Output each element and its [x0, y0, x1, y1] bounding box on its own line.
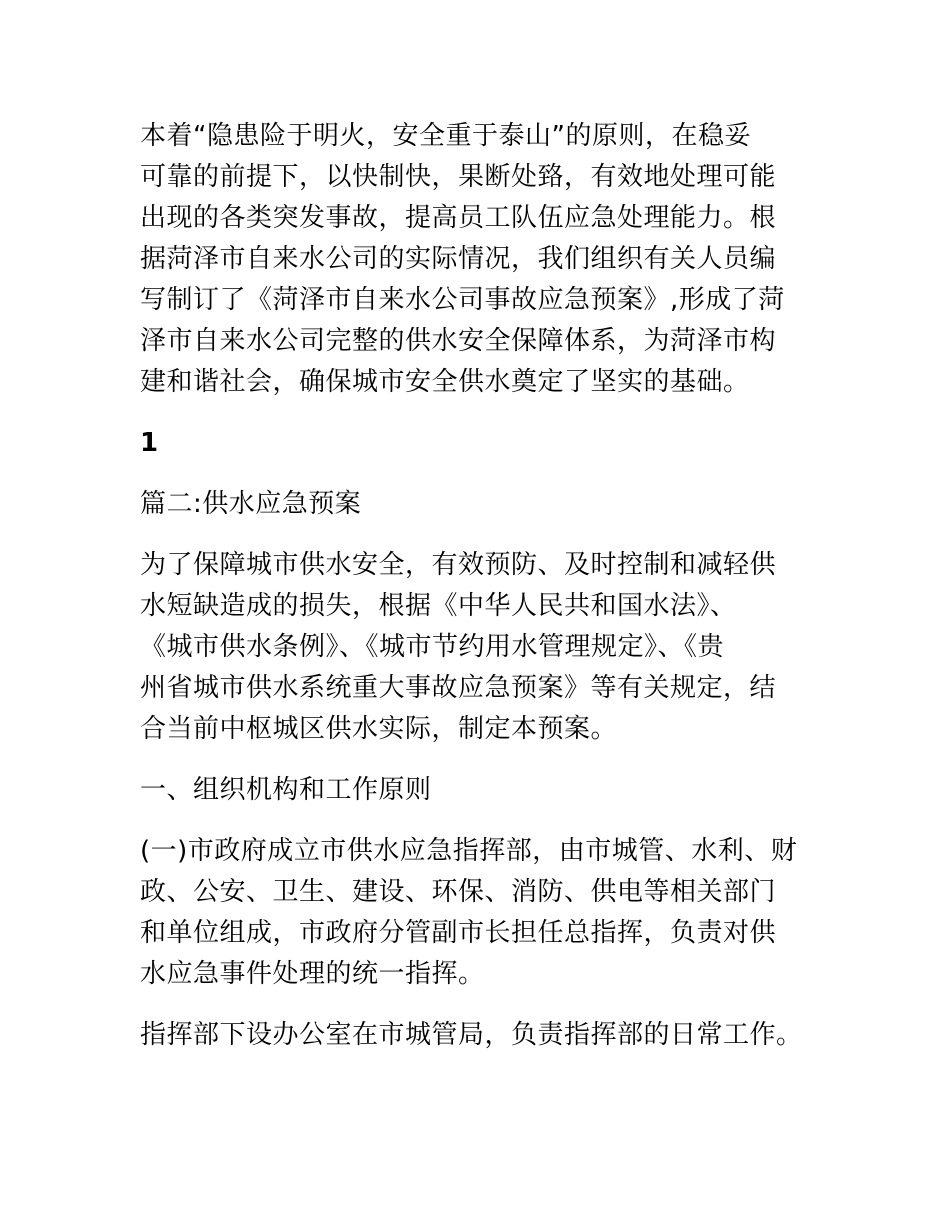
- section-title: 篇二:供水应急预案: [140, 489, 362, 519]
- heading-block: [140, 770, 820, 811]
- text-line: 本着“隐患险于明火，安全重于泰山”的原则，在稳妥: [140, 121, 751, 151]
- text-line: 据菏泽市自来水公司的实际情况，我们组织有关人员编: [140, 244, 777, 274]
- text-line: 和单位组成，市政府分管副市长担任总指挥，负责对供: [140, 918, 777, 948]
- office-paragraph: [140, 1015, 820, 1056]
- text-line: 泽市自来水公司完整的供水安全保障体系，为菏泽市构: [140, 326, 777, 356]
- text-line: 为了保障城市供水安全，有效预防、及时控制和减轻供: [140, 550, 777, 580]
- section-title-block: [140, 484, 820, 525]
- text-line: 可靠的前提下，以快制快，果断处臵，有效地处理可能: [140, 162, 777, 192]
- text-line: 水应急事件处理的统一指挥。: [140, 959, 485, 989]
- purpose-paragraph: [140, 545, 820, 750]
- text-line: 写制订了《菏泽市自来水公司事故应急预案》,形成了菏: [140, 285, 785, 315]
- text-line: 州省城市供水系统重大事故应急预案》等有关规定，结: [140, 673, 777, 703]
- organization-paragraph: [140, 831, 820, 995]
- text-line: (一)市政府成立市供水应急指挥部，由市城管、水利、财: [140, 836, 798, 866]
- text-line: 水短缺造成的损失，根据《中华人民共和国水法》、: [140, 591, 737, 621]
- text-line: 政、公安、卫生、建设、环保、消防、供电等相关部门: [140, 877, 777, 907]
- text-line: 建和谐社会，确保城市安全供水奠定了坚实的基础。: [140, 367, 750, 397]
- text-line: 《城市供水条例》、《城市节约用水管理规定》、《贵: [140, 632, 725, 662]
- intro-paragraph: [140, 116, 820, 403]
- text-line: 出现的各类突发事故，提高员工队伍应急处理能力。根: [140, 203, 777, 233]
- text-line: 指挥部下设办公室在市城管局，负责指挥部的日常工作。: [140, 1020, 803, 1050]
- page-number: 1: [140, 428, 159, 458]
- document-body: [140, 116, 820, 1056]
- page-number-block: [140, 423, 820, 464]
- text-line: 合当前中枢城区供水实际，制定本预案。: [140, 714, 618, 744]
- section-heading: 一、组织机构和工作原则: [140, 775, 432, 805]
